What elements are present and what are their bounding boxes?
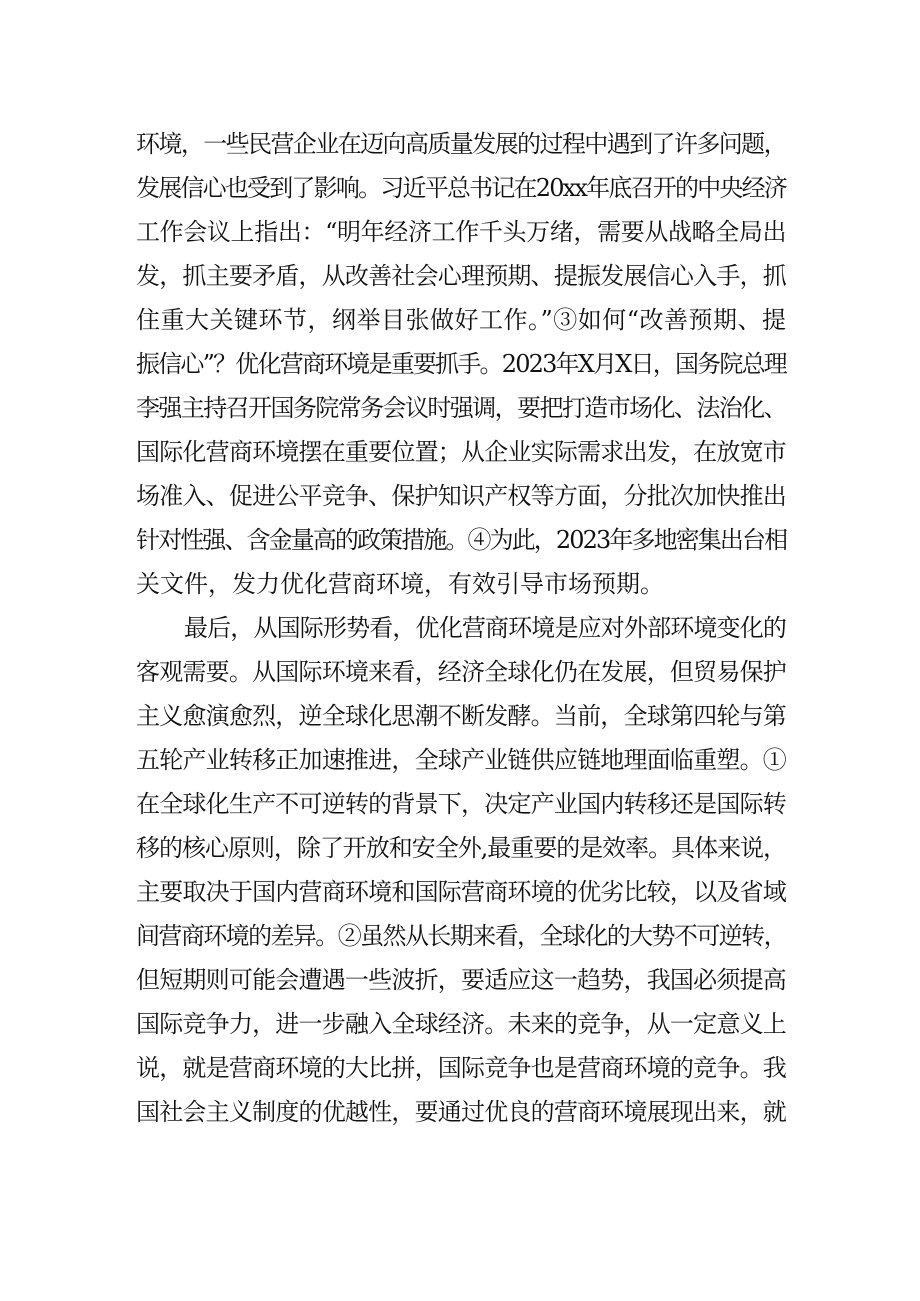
text-line: 移的核心原则，除了开放和安全外,最重要的是效率。具体来说， [136, 834, 786, 862]
text-line: 针对性强、含金量高的政策措施。④为此，2023年多地密集出台相 [136, 526, 787, 554]
text-line: 国际化营商环境摆在重要位置；从企业实际需求出发，在放宽市 [136, 438, 786, 466]
text-line: 环境，一些民营企业在迈向高质量发展的过程中遇到了许多问题， [136, 130, 786, 158]
text-line: 发，抓主要矛盾，从改善社会心理预期、提振发展信心入手，抓 [136, 262, 786, 290]
text-line: 发展信心也受到了影响。习近平总书记在20xx年底召开的中央经济 [136, 174, 786, 202]
text-line: 客观需要。从国际环境来看，经济全球化仍在发展，但贸易保护 [136, 658, 786, 686]
text-line: 场准入、促进公平竞争、保护知识产权等方面，分批次加快推出 [136, 482, 786, 510]
text-line: 最后，从国际形势看，优化营商环境是应对外部环境变化的 [184, 614, 786, 642]
document-body [136, 122, 786, 1134]
text-line: 主要取决于国内营商环境和国际营商环境的优劣比较，以及省域 [136, 878, 786, 906]
text-line: 五轮产业转移正加速推进，全球产业链供应链地理面临重塑。① [136, 746, 786, 774]
text-line: 李强主持召开国务院常务会议时强调，要把打造市场化、法治化、 [136, 394, 786, 422]
text-line: 住重大关键环节，纲举目张做好工作。”③如何“改善预期、提 [136, 306, 786, 334]
paragraph-2 [136, 606, 786, 1134]
text-line: 但短期则可能会遭遇一些波折，要适应这一趋势，我国必须提高 [136, 966, 786, 994]
text-line: 振信心”？优化营商环境是重要抓手。2023年X月X日，国务院总理 [136, 350, 786, 378]
text-line: 间营商环境的差异。②虽然从长期来看，全球化的大势不可逆转， [136, 922, 786, 950]
text-line: 说，就是营商环境的大比拼，国际竞争也是营商环境的竞争。我 [136, 1054, 786, 1082]
text-line: 主义愈演愈烈，逆全球化思潮不断发酵。当前，全球第四轮与第 [136, 702, 786, 730]
text-line: 国际竞争力，进一步融入全球经济。未来的竞争，从一定意义上 [136, 1010, 786, 1038]
text-line: 在全球化生产不可逆转的背景下，决定产业国内转移还是国际转 [136, 790, 786, 818]
text-line: 工作会议上指出：“明年经济工作千头万绪，需要从战略全局出 [136, 218, 787, 246]
text-line: 关文件，发力优化营商环境，有效引导市场预期。 [136, 570, 664, 598]
text-line: 国社会主义制度的优越性，要通过优良的营商环境展现出来，就 [136, 1098, 786, 1126]
paragraph-1 [136, 122, 786, 606]
